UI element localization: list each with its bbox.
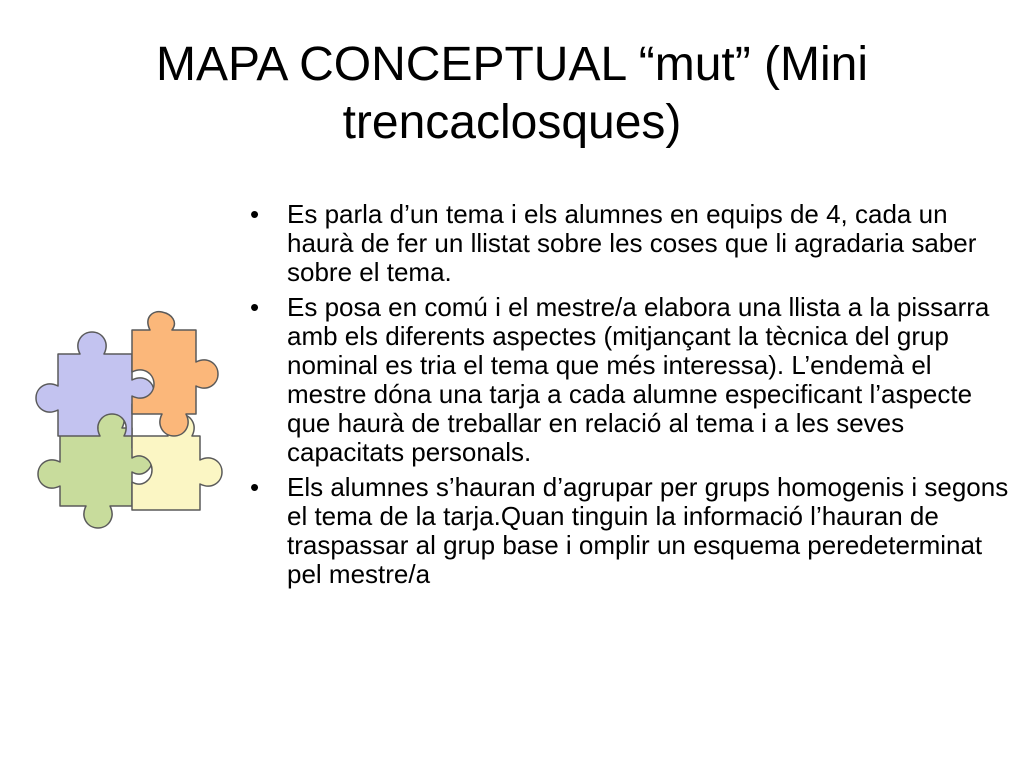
bullet-item-3 — [246, 473, 1016, 589]
bullet-marker: • — [250, 472, 260, 502]
slide-title: MAPA CONCEPTUAL “mut” (Mini trencaclosques) — [155, 38, 869, 149]
bullet-marker: • — [250, 199, 260, 229]
bullet-text: Es posa en comú i el mestre/a elabora una llista a la pissarra amb els diferents aspectes (mitjançant la tècnica del grup nominal es tria el tema que més interessa). L’endemà el mestre dóna una tarja a cada alumne especificant l’aspecte que haurà de treballar en relació al tema i a les seves capacitats personals. — [287, 292, 990, 467]
bullet-item-2 — [246, 293, 1016, 467]
bullet-text: Els alumnes s’hauran d’agrupar per grups homogenis i segons el tema de la tarja.Quan tinguin la informació l’hauran de traspassar al grup base i omplir un esquema peredeterminat pel mestre/a — [287, 472, 1009, 589]
puzzle-piece-orange — [132, 312, 218, 436]
bullet-text: Es parla d’un tema i els alumnes en equips de 4, cada un haurà de fer un llistat sobre les coses que li agradaria saber sobre el tema. — [287, 199, 977, 287]
bullet-item-1 — [246, 200, 1016, 287]
bullet-list — [246, 200, 1016, 595]
puzzle-pieces-illustration — [28, 310, 228, 566]
bullet-marker: • — [250, 292, 260, 322]
